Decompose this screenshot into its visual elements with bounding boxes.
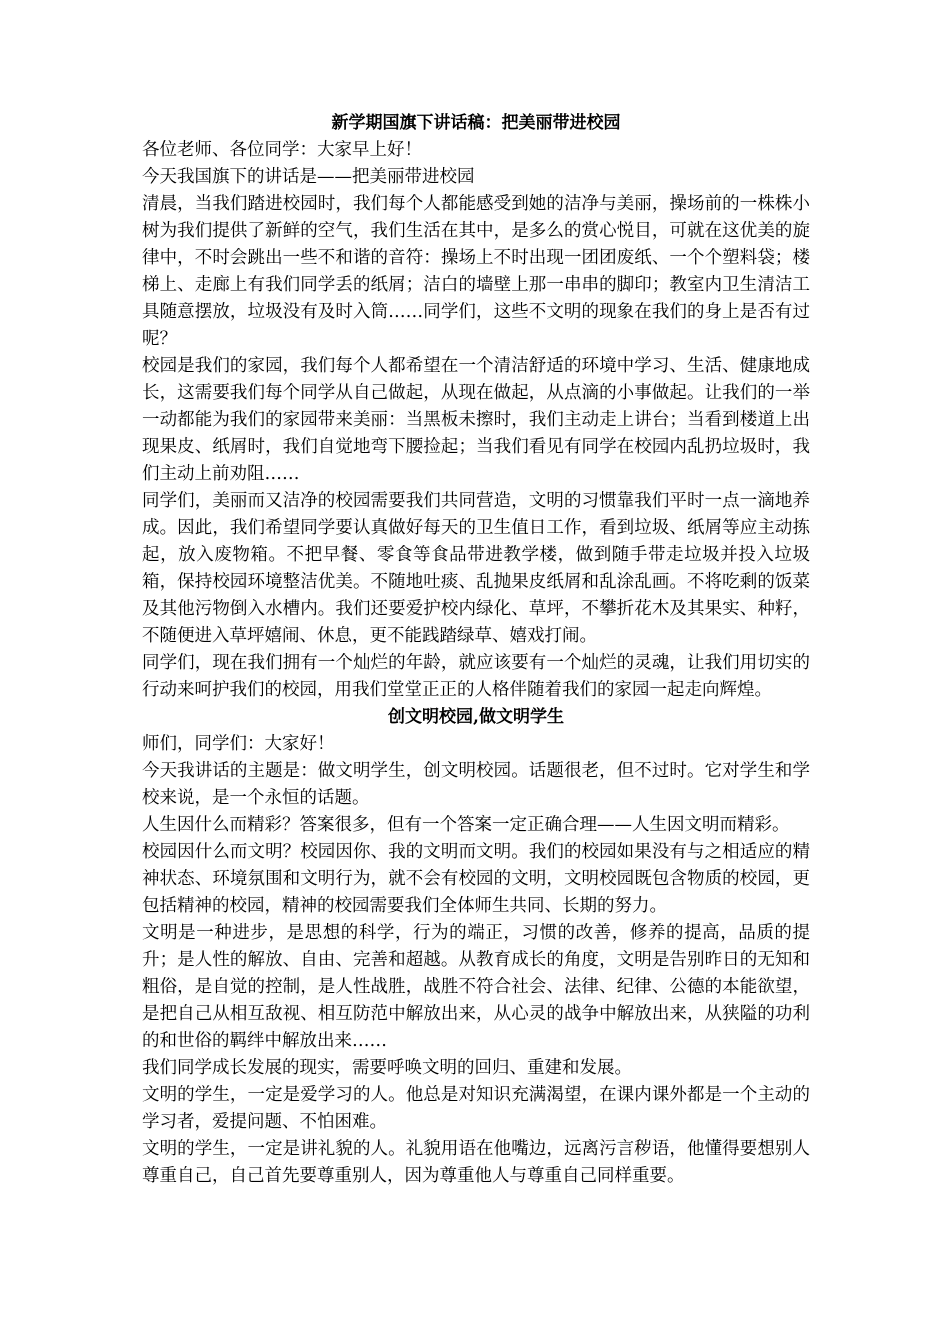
section-2-greeting: 师们，同学们：大家好！ bbox=[142, 734, 335, 754]
section-1-paragraph: 清晨，当我们踏进校园时，我们每个人都能感受到她的洁净与美丽，操场前的一株株小树为我们提供了新鲜的空气，我们生活在其中，是多么的赏心悦目，可就在这优美的旋律中，不时会跳出一些不和谐的音符：操场上不时出现一团团废纸、一个个塑料袋；楼梯上、走廊上有我们同学丢的纸屑；洁白的墙壁上那一串串的脚印；教室内卫生清洁工具随意摆放，垃圾没有及时入筒……同学们，这些不文明的现象在我们的身上是否有过呢？ bbox=[142, 194, 810, 349]
document-page bbox=[142, 110, 810, 1190]
section-2-title: 创文明校园,做文明学生 bbox=[388, 707, 564, 727]
section-2-paragraph: 我们同学成长发展的现实，需要呼唤文明的回归、重建和发展。 bbox=[142, 1058, 632, 1078]
section-2-paragraph: 校园因什么而文明？校园因你、我的文明而文明。我们的校园如果没有与之相适应的精神状态、环境氛围和文明行为，就不会有校园的文明，文明校园既包含物质的校园，更包括精神的校园，精神的校园需要我们全体师生共同、长期的努力。 bbox=[142, 842, 810, 916]
section-1-topic: 今天我国旗下的讲话是——把美丽带进校园 bbox=[142, 167, 475, 187]
section-2-paragraph: 文明的学生，一定是讲礼貌的人。礼貌用语在他嘴边，远离污言秽语，他懂得要想别人尊重自己，自己首先要尊重别人，因为尊重他人与尊重自己同样重要。 bbox=[142, 1139, 810, 1186]
section-1-title: 新学期国旗下讲话稿：把美丽带进校园 bbox=[331, 113, 621, 133]
section-1-paragraph: 同学们，现在我们拥有一个灿烂的年龄，就应该要有一个灿烂的灵魂，让我们用切实的行动来呵护我们的校园，用我们堂堂正正的人格伴随着我们的家园一起走向辉煌。 bbox=[142, 653, 810, 700]
section-1-paragraph: 同学们，美丽而又洁净的校园需要我们共同营造，文明的习惯靠我们平时一点一滴地养成。因此，我们希望同学要认真做好每天的卫生值日工作，看到垃圾、纸屑等应主动拣起，放入废物箱。不把早餐、零食等食品带进教学楼，做到随手带走垃圾并投入垃圾箱，保持校园环境整洁优美。不随地吐痰、乱抛果皮纸屑和乱涂乱画。不将吃剩的饭菜及其他污物倒入水槽内。我们还要爱护校内绿化、草坪，不攀折花木及其果实、种籽，不随便进入草坪嬉闹、休息，更不能践踏绿草、嬉戏打闹。 bbox=[142, 491, 810, 646]
section-2-paragraph: 文明是一种进步，是思想的科学，行为的端正，习惯的改善，修养的提高，品质的提升；是人性的解放、自由、完善和超越。从教育成长的角度，文明是告别昨日的无知和粗俗，是自觉的控制，是人性战胜，战胜不符合社会、法律、纪律、公德的本能欲望，是把自己从相互敌视、相互防范中解放出来，从心灵的战争中解放出来，从狭隘的功利的和世俗的羁绊中解放出来…… bbox=[142, 923, 810, 1051]
section-1-paragraph: 校园是我们的家园，我们每个人都希望在一个清洁舒适的环境中学习、生活、健康地成长，这需要我们每个同学从自己做起，从现在做起，从点滴的小事做起。让我们的一举一动都能为我们的家园带来美丽：当黑板未擦时，我们主动走上讲台；当看到楼道上出现果皮、纸屑时，我们自觉地弯下腰捡起；当我们看见有同学在校园内乱扔垃圾时，我们主动上前劝阻…… bbox=[142, 356, 810, 484]
section-2-paragraph: 文明的学生，一定是爱学习的人。他总是对知识充满渴望，在课内课外都是一个主动的学习者，爱提问题、不怕困难。 bbox=[142, 1085, 810, 1132]
section-2-paragraph: 人生因什么而精彩？答案很多，但有一个答案一定正确合理——人生因文明而精彩。 bbox=[142, 815, 790, 835]
section-2-paragraph: 今天我讲话的主题是：做文明学生，创文明校园。话题很老，但不过时。它对学生和学校来说，是一个永恒的话题。 bbox=[142, 761, 810, 808]
section-1-greeting: 各位老师、各位同学：大家早上好！ bbox=[142, 140, 422, 160]
